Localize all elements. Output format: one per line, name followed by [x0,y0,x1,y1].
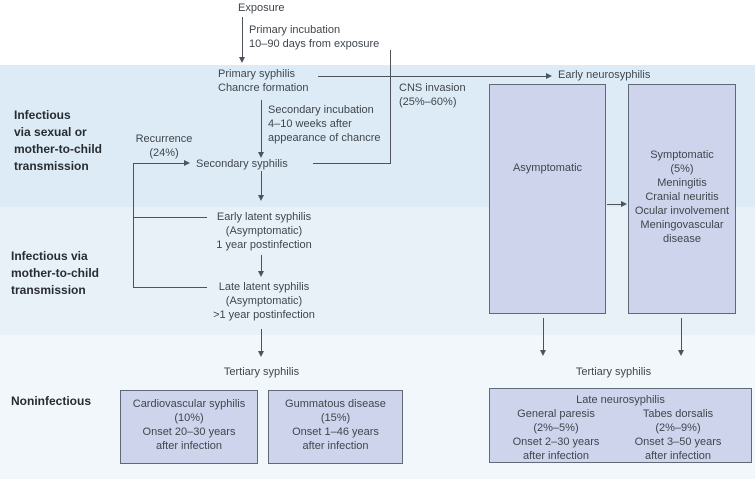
connector-secondary-to-junction [313,163,390,164]
node-line: (Asymptomatic) [225,295,303,307]
arrowhead-right-icon [184,160,190,166]
label-line: (25%–60%) [399,96,457,108]
connector-recurrence-to-secondary [133,163,184,164]
arrowhead-down-icon [540,350,546,356]
box-line: (2%–5%) [533,422,579,434]
label-line: Primary incubation [249,24,341,36]
box-line: Tabes dorsalis [642,408,714,420]
box-line: Cardiovascular syphilis [132,398,246,410]
node-late-latent-syphilis [194,280,334,322]
label-primary-incubation [249,23,379,51]
node-line: Chancre formation [218,82,309,94]
connector-asymptomatic-to-late-neuro [543,318,544,350]
node-line: 1 year postinfection [216,239,312,251]
connector-primary-to-secondary [261,100,262,152]
label-line: (24%) [149,147,179,159]
label-line: appearance of chancre [268,132,381,144]
label-line: mother-to-child [14,142,102,156]
box-line: disease [663,233,701,245]
connector-secondary-to-early-latent [261,171,262,195]
box-asymptomatic [489,84,606,314]
label-line: mother-to-child [11,266,99,280]
node-primary-syphilis [218,67,309,95]
label-line: via sexual or [14,125,87,139]
arrowhead-down-icon [258,195,264,201]
node-line: (Asymptomatic) [225,225,303,237]
label-line: Infectious via [11,249,88,263]
label-line: transmission [11,283,86,297]
arrowhead-down-icon [678,350,684,356]
label-infectious-sexual [14,107,102,175]
box-line: Onset 1–46 years [292,426,379,438]
node-exposure: Exposure [238,2,285,14]
label-line: Noninfectious [11,394,91,408]
box-line: Ocular involvement [634,205,730,217]
connector-early-to-late-latent [261,255,262,271]
arrowhead-down-icon [239,57,245,63]
box-line: (5%) [670,163,694,175]
node-tertiary-syphilis-right: Tertiary syphilis [575,366,652,378]
box-symptomatic [628,84,736,314]
label-infectious-mtc [11,248,99,299]
node-early-latent-syphilis [194,210,334,252]
connector-symptomatic-to-late-neuro [681,318,682,350]
connector-late-latent-to-tertiary [261,329,262,351]
arrowhead-down-icon [258,271,264,277]
box-line: Meningovascular [640,219,724,231]
box-line: Meningitis [657,177,707,189]
connector-exposure-to-primary [242,17,243,57]
label-line: Infectious [14,108,71,122]
label-recurrence [133,132,195,160]
label-line: 10–90 days from exposure [249,38,380,50]
node-line: Primary syphilis [218,68,296,80]
arrowhead-right-icon [546,73,552,79]
box-gummatous-disease [268,390,403,464]
box-line: after infection [302,440,369,452]
box-line: after infection [644,450,712,462]
box-line: Gummatous disease [285,398,386,410]
label-line: CNS invasion [399,82,466,94]
box-title: Late neurosyphilis [576,394,665,406]
box-line: General paresis [517,408,595,420]
connector-junction-vertical [390,50,391,164]
node-line: >1 year postinfection [213,309,315,321]
label-line: 4–10 weeks after [268,118,352,130]
connector-recurrence-vertical [133,163,134,288]
label-noninfectious [11,393,91,410]
node-line: Early latent syphilis [216,211,312,223]
box-late-neurosyphilis [489,388,752,463]
label-line: Recurrence [135,133,193,145]
column-general-paresis [498,407,614,463]
box-cardiovascular-syphilis [120,390,258,464]
box-line: Onset 3–50 years [634,436,722,448]
label-cns-invasion [399,81,466,109]
label-line: transmission [14,159,89,173]
box-line: Onset 2–30 years [512,436,600,448]
label-secondary-incubation [268,103,381,145]
box-line: Cranial neuritis [645,191,719,203]
node-secondary-syphilis: Secondary syphilis [196,158,288,170]
box-line: after infection [155,440,223,452]
box-line: Symptomatic [650,149,714,161]
node-tertiary-syphilis-left: Tertiary syphilis [223,366,300,378]
box-line: after infection [522,450,590,462]
box-line: (15%) [320,412,351,424]
node-line: Late latent syphilis [218,281,310,293]
arrowhead-down-icon [258,351,264,357]
box-line: Asymptomatic [512,162,583,174]
box-line: (2%–9%) [655,422,701,434]
box-line: (10%) [174,412,204,424]
node-early-neurosyphilis: Early neurosyphilis [558,69,651,81]
connector-asymptomatic-to-symptomatic [607,204,621,205]
column-tabes-dorsalis [618,407,738,463]
label-line: Secondary incubation [268,104,374,116]
arrowhead-right-icon [621,201,627,207]
box-line: Onset 20–30 years [142,426,236,438]
connector-primary-to-early-neuro [318,76,546,77]
